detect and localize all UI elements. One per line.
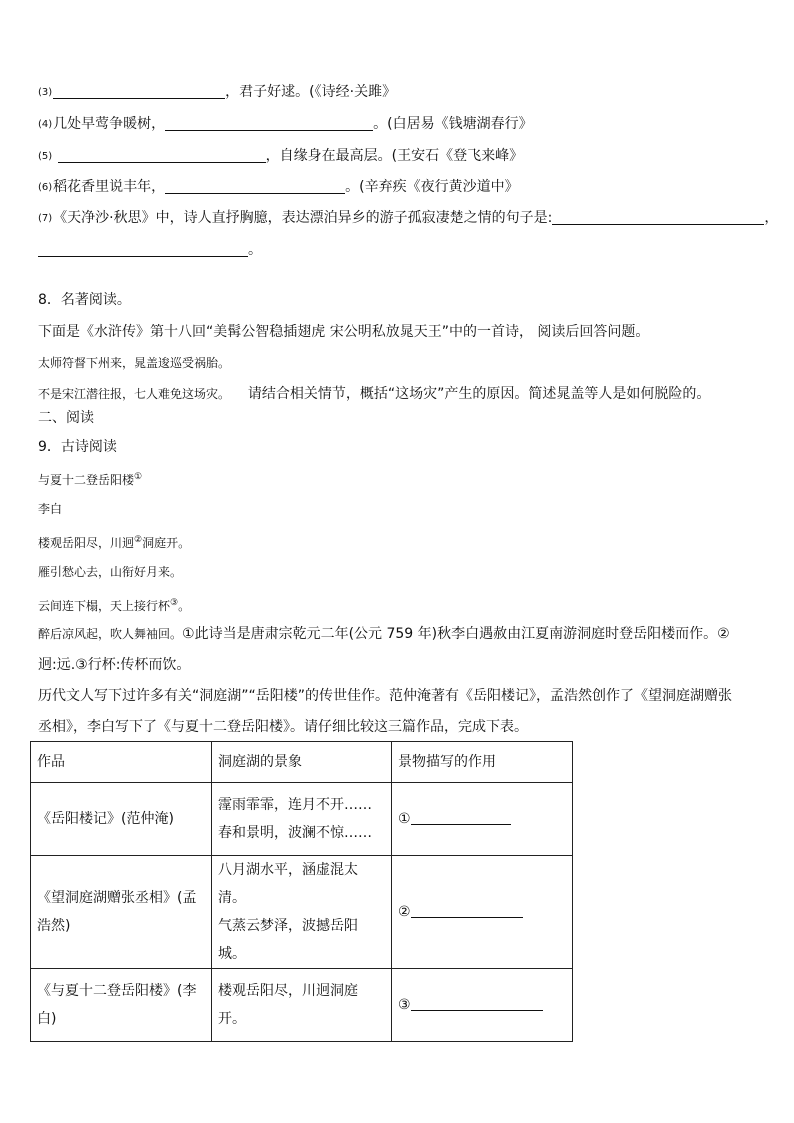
scene-line: 气蒸云梦泽，波撼岳阳城。	[218, 918, 358, 962]
table-row	[31, 856, 573, 969]
answer-cell	[392, 969, 573, 1042]
poem-line-1	[38, 530, 190, 553]
poem-text: 云间连下榻，天上接行杯	[38, 599, 171, 613]
scene-line: 楼观岳阳尽，川迥洞庭开。	[218, 983, 358, 1027]
poem-text: 。	[178, 599, 191, 613]
poem-text: 楼观岳阳尽，川迥	[38, 536, 135, 550]
q8-poem-question	[38, 384, 710, 404]
answer-blank[interactable]	[38, 241, 248, 257]
item-text: 稻花香里说丰年，	[53, 179, 166, 195]
item-text: 几处早莺争暖树，	[53, 116, 166, 132]
poem-line-4: 醉后凉风起，吹人舞袖回。	[38, 627, 183, 641]
item-number: (4)	[38, 119, 53, 130]
answer-blank[interactable]	[165, 178, 345, 194]
poem-author: 李白	[38, 502, 63, 516]
work-cell: 《与夏十二登岳阳楼》(李白)	[31, 969, 212, 1042]
answer-blank[interactable]	[552, 209, 764, 225]
item-number: (5)	[38, 151, 53, 162]
answer-cell	[392, 783, 573, 856]
header-cell: 景物描写的作用	[392, 742, 573, 783]
item-text: 。(白居易《钱塘湖春行》	[373, 116, 533, 132]
scene-line: 霪雨霏霏，连月不开……	[218, 797, 372, 813]
item-number: (6)	[38, 182, 53, 193]
answer-mark: ①	[398, 811, 411, 827]
q8-intro: 下面是《水浒传》第十八回“美髯公智稳插翅虎 宋公明私放晁天王”中的一首诗， 阅读后回答问题。	[38, 324, 650, 340]
answer-mark: ③	[398, 997, 411, 1013]
q8-question: 请结合相关情节，概括“这场灾”产生的原因。简述晁盖等人是如何脱险的。	[247, 386, 711, 402]
answer-blank[interactable]	[53, 83, 225, 99]
answer-mark: ②	[398, 904, 411, 920]
footnote-mark: ③	[170, 598, 179, 608]
item-text: ，自缘身在最高层。(王安石《登飞来峰》	[265, 148, 524, 164]
poem-text: 洞庭开。	[142, 536, 191, 550]
poem-line-2: 雁引愁心去，山衔好月来。	[38, 565, 183, 579]
poem-line-3	[38, 593, 190, 616]
poem-notes: ①此诗当是唐肃宗乾元二年(公元 759 年)秋李白遇赦由江夏南游洞庭时登岳阳楼而作。②	[182, 626, 730, 642]
q9-heading: 9．古诗阅读	[38, 439, 117, 455]
answer-blank[interactable]	[58, 147, 266, 163]
q8-poem-line-2: 不是宋江潜往报，七人难免这场灾。	[38, 387, 231, 401]
q9-description: 历代文人写下过许多有关“洞庭湖”“岳阳楼”的传世佳作。范仲淹著有《岳阳楼记》，孟浩然创作了《望洞庭湖赠张	[38, 688, 733, 704]
item-text: ，君子好逑。(《诗经·关雎》	[225, 84, 397, 100]
scene-line: 八月湖水平，涵虚混太清。	[218, 862, 358, 906]
item-text: 。(辛弃疾《夜行黄沙道中》	[345, 179, 519, 195]
header-cell: 洞庭湖的景象	[212, 742, 392, 783]
q9-description-cont: 丞相》，李白写下了《与夏十二登岳阳楼》。请仔细比较这三篇作品，完成下表。	[38, 719, 528, 735]
poem-line-4-notes	[38, 624, 730, 644]
table-header-row	[31, 742, 573, 783]
table-row	[31, 969, 573, 1042]
comparison-table	[30, 741, 573, 1042]
poem-notes-cont: 迥:远.③行杯:传杯而饮。	[38, 657, 191, 673]
item-text: 《天净沙·秋思》中，诗人直抒胸臆，表达漂泊异乡的游子孤寂凄楚之情的句子是:	[53, 210, 553, 226]
table-row	[31, 783, 573, 856]
answer-blank[interactable]	[165, 115, 373, 131]
item-number: (7)	[38, 213, 53, 224]
scene-cell	[212, 783, 392, 856]
q7-item-3	[38, 82, 396, 103]
footnote-mark: ②	[134, 535, 143, 545]
q7-item-5	[38, 146, 523, 167]
q8-poem-line-1: 太师符督下州来，晁盖逡巡受祸胎。	[38, 356, 231, 370]
header-cell: 作品	[31, 742, 212, 783]
answer-cell	[392, 856, 573, 969]
work-cell: 《望洞庭湖赠张丞相》(孟浩然)	[31, 856, 212, 969]
item-comma: ，	[764, 210, 779, 226]
work-cell: 《岳阳楼记》(范仲淹)	[31, 783, 212, 856]
poem-title	[38, 467, 142, 490]
footnote-mark: ①	[134, 472, 143, 482]
scene-line: 春和景明，波澜不惊……	[218, 825, 372, 841]
item-number: (3)	[38, 87, 53, 98]
section-heading: 二、阅读	[38, 410, 94, 426]
poem-title-text: 与夏十二登岳阳楼	[38, 473, 135, 487]
scene-cell	[212, 856, 392, 969]
q7-item-4	[38, 114, 533, 135]
q8-heading: 8．名著阅读。	[38, 292, 131, 308]
q7-item-7-cont	[38, 240, 262, 260]
answer-blank[interactable]	[411, 996, 543, 1011]
item-end: 。	[248, 242, 262, 258]
q7-item-7	[38, 208, 778, 229]
q7-item-6	[38, 177, 519, 198]
scene-cell	[212, 969, 392, 1042]
answer-blank[interactable]	[411, 903, 523, 918]
answer-blank[interactable]	[411, 810, 511, 825]
